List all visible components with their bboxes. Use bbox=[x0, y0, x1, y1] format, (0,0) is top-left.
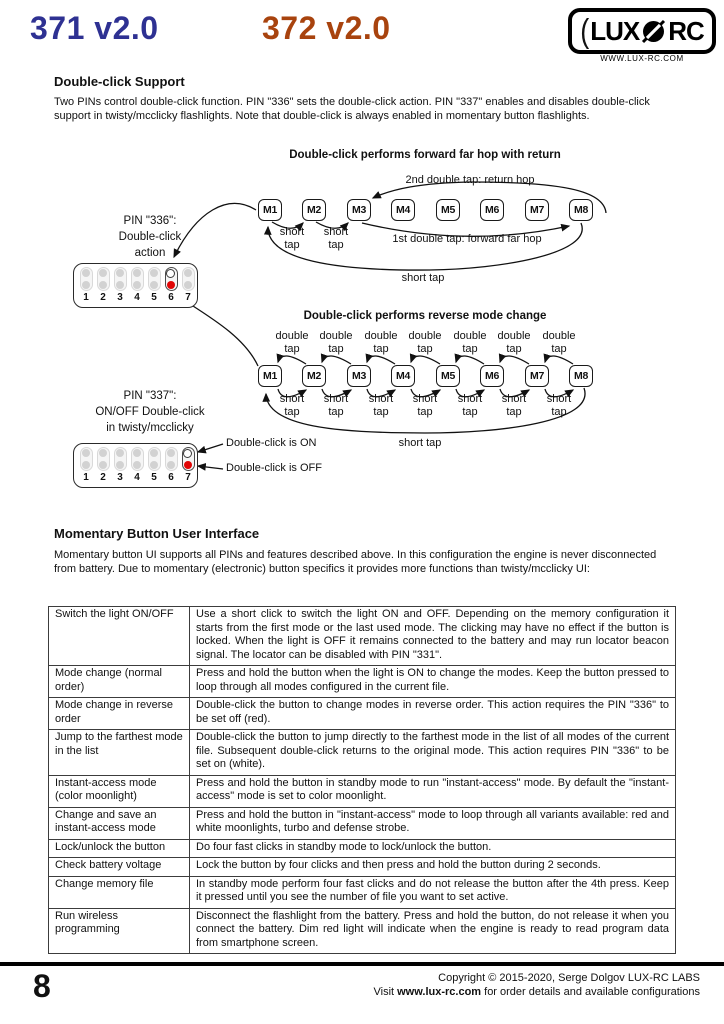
pin336-caption-line3: action bbox=[134, 247, 166, 259]
momentary-ui-table bbox=[48, 606, 676, 954]
pin-number: 7 bbox=[185, 472, 191, 483]
table-row bbox=[49, 730, 676, 776]
dip-pin bbox=[114, 267, 127, 291]
product-title-372: 372 v2.0 bbox=[262, 10, 391, 46]
table-description-cell: Press and hold the button in "instant-access" mode to loop through all variants available: red and white moonlights, turbo and defense strobe. bbox=[190, 807, 676, 839]
doubleclick-off-label: Double-click is OFF bbox=[226, 462, 322, 474]
table-action-cell: Switch the light ON/OFF bbox=[49, 607, 190, 666]
tap-label: short tap bbox=[323, 226, 349, 251]
tap-arrow bbox=[500, 356, 529, 364]
logo-paren: ( bbox=[580, 11, 590, 50]
pin-dot-top bbox=[99, 449, 107, 457]
mode-box: M2 bbox=[302, 199, 326, 221]
mode-box: M8 bbox=[569, 199, 593, 221]
diagram-reverse-title: Double-click performs reverse mode change bbox=[303, 310, 547, 322]
table-action-cell: Instant-access mode (color moonlight) bbox=[49, 775, 190, 807]
table-description-cell: Press and hold the button when the light is ON to change the modes. Keep the button pressed to loop through all modes configured in the current file. bbox=[190, 666, 676, 698]
pin-dot-top bbox=[116, 449, 124, 457]
pin-number: 4 bbox=[134, 472, 140, 483]
dip-pin bbox=[80, 447, 93, 471]
pin-number: 3 bbox=[117, 472, 123, 483]
mode-box: M5 bbox=[436, 199, 460, 221]
tap-label: short tap bbox=[457, 393, 483, 418]
table-row bbox=[49, 775, 676, 807]
pin-number: 2 bbox=[100, 472, 106, 483]
table-row bbox=[49, 858, 676, 877]
pin-dot-top bbox=[166, 269, 175, 278]
table-description-cell: In standby mode perform four fast clicks and do not release the button after the 4th press. Keep it pressed until you see the number of file you want to set active. bbox=[190, 876, 676, 908]
pin337-caption bbox=[55, 388, 245, 436]
table-action-cell: Check battery voltage bbox=[49, 858, 190, 877]
table-row bbox=[49, 876, 676, 908]
pin-dot-bottom bbox=[99, 461, 107, 469]
pin-dot-bottom bbox=[133, 461, 141, 469]
dip-pin bbox=[97, 447, 110, 471]
pin-dot-top bbox=[82, 449, 90, 457]
dip-pin bbox=[131, 267, 144, 291]
pin-dot-top bbox=[184, 269, 192, 277]
product-title-371: 371 v2.0 bbox=[30, 10, 159, 46]
dip-pin bbox=[80, 267, 93, 291]
pin-number: 7 bbox=[185, 292, 191, 303]
footer-copyright: Copyright © 2015-2020, Serge Dolgov LUX-RC LABS bbox=[438, 972, 700, 984]
table-action-cell: Change memory file bbox=[49, 876, 190, 908]
doubleclick-paragraph: Two PINs control double-click function. PIN "336" sets the double-click action. PIN "337" enables and disables double-click support in twisty/mcclicky flashlights. Note that double-click is always enabled in momentary button flashlights. bbox=[54, 96, 650, 122]
diagram-reverse-bottom-label: short tap bbox=[398, 437, 442, 449]
dip-pin bbox=[97, 267, 110, 291]
table-row bbox=[49, 666, 676, 698]
table-description-cell: Do four fast clicks in standby mode to lock/unlock the button. bbox=[190, 839, 676, 858]
pin-number: 5 bbox=[151, 292, 157, 303]
pin-dot-bottom bbox=[150, 461, 158, 469]
pin-dot-top bbox=[150, 449, 158, 457]
tap-arrow bbox=[411, 356, 440, 364]
pin-dot-bottom bbox=[167, 461, 175, 469]
pin-dot-bottom bbox=[82, 281, 90, 289]
table-action-cell: Mode change in reverse order bbox=[49, 698, 190, 730]
mode-box: M3 bbox=[347, 365, 371, 387]
pin-dot-bottom bbox=[99, 281, 107, 289]
table-action-cell: Jump to the farthest mode in the list bbox=[49, 730, 190, 776]
tap-arrow bbox=[545, 356, 573, 364]
pin-number: 6 bbox=[168, 292, 174, 303]
table-action-cell: Mode change (normal order) bbox=[49, 666, 190, 698]
pin-dot-top bbox=[99, 269, 107, 277]
pin-dot-bottom bbox=[184, 461, 192, 469]
tap-label: short tap bbox=[368, 393, 394, 418]
dip-pin bbox=[114, 447, 127, 471]
pin-number: 1 bbox=[83, 292, 89, 303]
table-description-cell: Lock the button by four clicks and then press and hold the button during 2 seconds. bbox=[190, 858, 676, 877]
dip-pin bbox=[148, 267, 161, 291]
pin-dot-bottom bbox=[133, 281, 141, 289]
footer-visit-suffix: for order details and available configurations bbox=[481, 986, 700, 998]
pin-dot-bottom bbox=[150, 281, 158, 289]
tap-arrow bbox=[278, 356, 306, 364]
page-number: 8 bbox=[33, 968, 51, 1004]
table-description-cell: Press and hold the button in standby mode to run "instant-access" mode. By default the "instant-access" mode is set to color moonlight. bbox=[190, 775, 676, 807]
tap-arrow bbox=[367, 356, 395, 364]
diagram-forward-title: Double-click performs forward far hop with return bbox=[289, 149, 561, 161]
table-action-cell: Run wireless programming bbox=[49, 908, 190, 954]
footer-visit-line bbox=[260, 985, 700, 999]
mode-box: M4 bbox=[391, 199, 415, 221]
dip-pin bbox=[148, 447, 161, 471]
pin-number: 3 bbox=[117, 292, 123, 303]
pin-dot-top bbox=[167, 449, 175, 457]
tap-label: short tap bbox=[279, 393, 305, 418]
tap-label: double tap bbox=[453, 330, 487, 355]
pin-dot-top bbox=[183, 449, 192, 458]
logo-text-lux: LUX bbox=[590, 15, 640, 46]
section-heading-momentary: Momentary Button User Interface bbox=[54, 526, 260, 541]
pin-dot-top bbox=[82, 269, 90, 277]
tap-label: short tap bbox=[412, 393, 438, 418]
pin-dot-bottom bbox=[82, 461, 90, 469]
diagram-forward-mid-label: 1st double tap: forward far hop bbox=[392, 233, 542, 245]
tap-label: double tap bbox=[364, 330, 398, 355]
table-description-cell: Disconnect the flashlight from the battery. Press and hold the button, do not release it when you connect the battery. Dim red light will indicate when the engine is ready to read program data from smartphone screen. bbox=[190, 908, 676, 954]
pin-dot-top bbox=[133, 269, 141, 277]
footer-link[interactable]: www.lux-rc.com bbox=[397, 986, 482, 998]
tap-arrow bbox=[456, 356, 484, 364]
table-action-cell: Lock/unlock the button bbox=[49, 839, 190, 858]
pin337-caption-line1: PIN "337": bbox=[123, 390, 177, 402]
diagram-forward-top-label: 2nd double tap: return hop bbox=[405, 174, 535, 186]
table-row bbox=[49, 607, 676, 666]
pin-number: 6 bbox=[168, 472, 174, 483]
mode-box: M5 bbox=[436, 365, 460, 387]
table-description-cell: Use a short click to switch the light ON and OFF. Depending on the memory configuration it starts from the first mode or the last used mode. The clicking may have no effect if the button is locked. When the light is OFF it remains connected to the battery and may run locator beacon signal. The locator can be disabled with PIN "331". bbox=[190, 607, 676, 666]
pin337-caption-line2: ON/OFF Double-click bbox=[95, 406, 205, 418]
dip-pin bbox=[131, 447, 144, 471]
table-row bbox=[49, 698, 676, 730]
mode-box: M6 bbox=[480, 365, 504, 387]
logo-text-rc: RC bbox=[668, 15, 704, 46]
pin-dot-top bbox=[150, 269, 158, 277]
table-row bbox=[49, 908, 676, 954]
mode-box: M7 bbox=[525, 365, 549, 387]
footer-info bbox=[260, 971, 700, 999]
table-description-cell: Double-click the button to jump directly to the farthest mode in the list of all modes of the current file. Subsequent double-click returns to the original mode. This action requires PIN "336" to be set on (white). bbox=[190, 730, 676, 776]
pin-dot-bottom bbox=[184, 281, 192, 289]
mode-box: M8 bbox=[569, 365, 593, 387]
tap-label: double tap bbox=[319, 330, 353, 355]
table-action-cell: Change and save an instant-access mode bbox=[49, 807, 190, 839]
dip-pin bbox=[165, 447, 178, 471]
pin-number: 4 bbox=[134, 292, 140, 303]
dip-pin bbox=[165, 267, 178, 291]
logo-website: WWW.LUX-RC.COM bbox=[600, 54, 684, 63]
pin-dot-top bbox=[116, 269, 124, 277]
tap-label: short tap bbox=[279, 226, 305, 251]
pin-number: 1 bbox=[83, 472, 89, 483]
mode-box: M1 bbox=[258, 365, 282, 387]
table-row bbox=[49, 807, 676, 839]
footer-rule bbox=[0, 962, 724, 966]
pin-dot-bottom bbox=[167, 281, 175, 289]
dip-switch-336 bbox=[73, 263, 198, 308]
mode-box: M2 bbox=[302, 365, 326, 387]
table-description-cell: Double-click the button to change modes in reverse order. This action requires the PIN "336" to be set off (red). bbox=[190, 698, 676, 730]
tap-label: double tap bbox=[497, 330, 531, 355]
dip-switch-337 bbox=[73, 443, 198, 488]
mode-box: M1 bbox=[258, 199, 282, 221]
pin-number: 2 bbox=[100, 292, 106, 303]
tap-label: double tap bbox=[275, 330, 309, 355]
tap-label: double tap bbox=[408, 330, 442, 355]
pin-number: 5 bbox=[151, 472, 157, 483]
mode-box: M3 bbox=[347, 199, 371, 221]
dip-pin bbox=[182, 447, 195, 471]
table-row bbox=[49, 839, 676, 858]
pin336-caption bbox=[65, 213, 235, 261]
pin-dot-bottom bbox=[116, 461, 124, 469]
pin337-caption-line3: in twisty/mcclicky bbox=[106, 422, 194, 434]
section-heading-doubleclick: Double-click Support bbox=[54, 74, 185, 89]
pin336-caption-line1: PIN "336": bbox=[123, 215, 177, 227]
tap-label: double tap bbox=[542, 330, 576, 355]
footer-visit-prefix: Visit bbox=[373, 986, 398, 998]
pin336-caption-line2: Double-click bbox=[118, 231, 182, 243]
tap-label: short tap bbox=[323, 393, 349, 418]
doubleclick-on-label: Double-click is ON bbox=[226, 437, 317, 449]
diagram-forward-bottom-label: short tap bbox=[401, 272, 445, 284]
mode-box: M6 bbox=[480, 199, 504, 221]
pin-dot-top bbox=[133, 449, 141, 457]
mode-box: M7 bbox=[525, 199, 549, 221]
momentary-paragraph: Momentary button UI supports all PINs and features described above. In this configuration the engine is never disconnected from battery. Due to momentary (electronic) button specifics it provides more functions than twisty/mcclicky UI: bbox=[54, 549, 657, 575]
dip-pin bbox=[182, 267, 195, 291]
tap-label: short tap bbox=[546, 393, 572, 418]
tap-arrow bbox=[322, 356, 351, 364]
mode-box: M4 bbox=[391, 365, 415, 387]
pin-dot-bottom bbox=[116, 281, 124, 289]
tap-label: short tap bbox=[501, 393, 527, 418]
